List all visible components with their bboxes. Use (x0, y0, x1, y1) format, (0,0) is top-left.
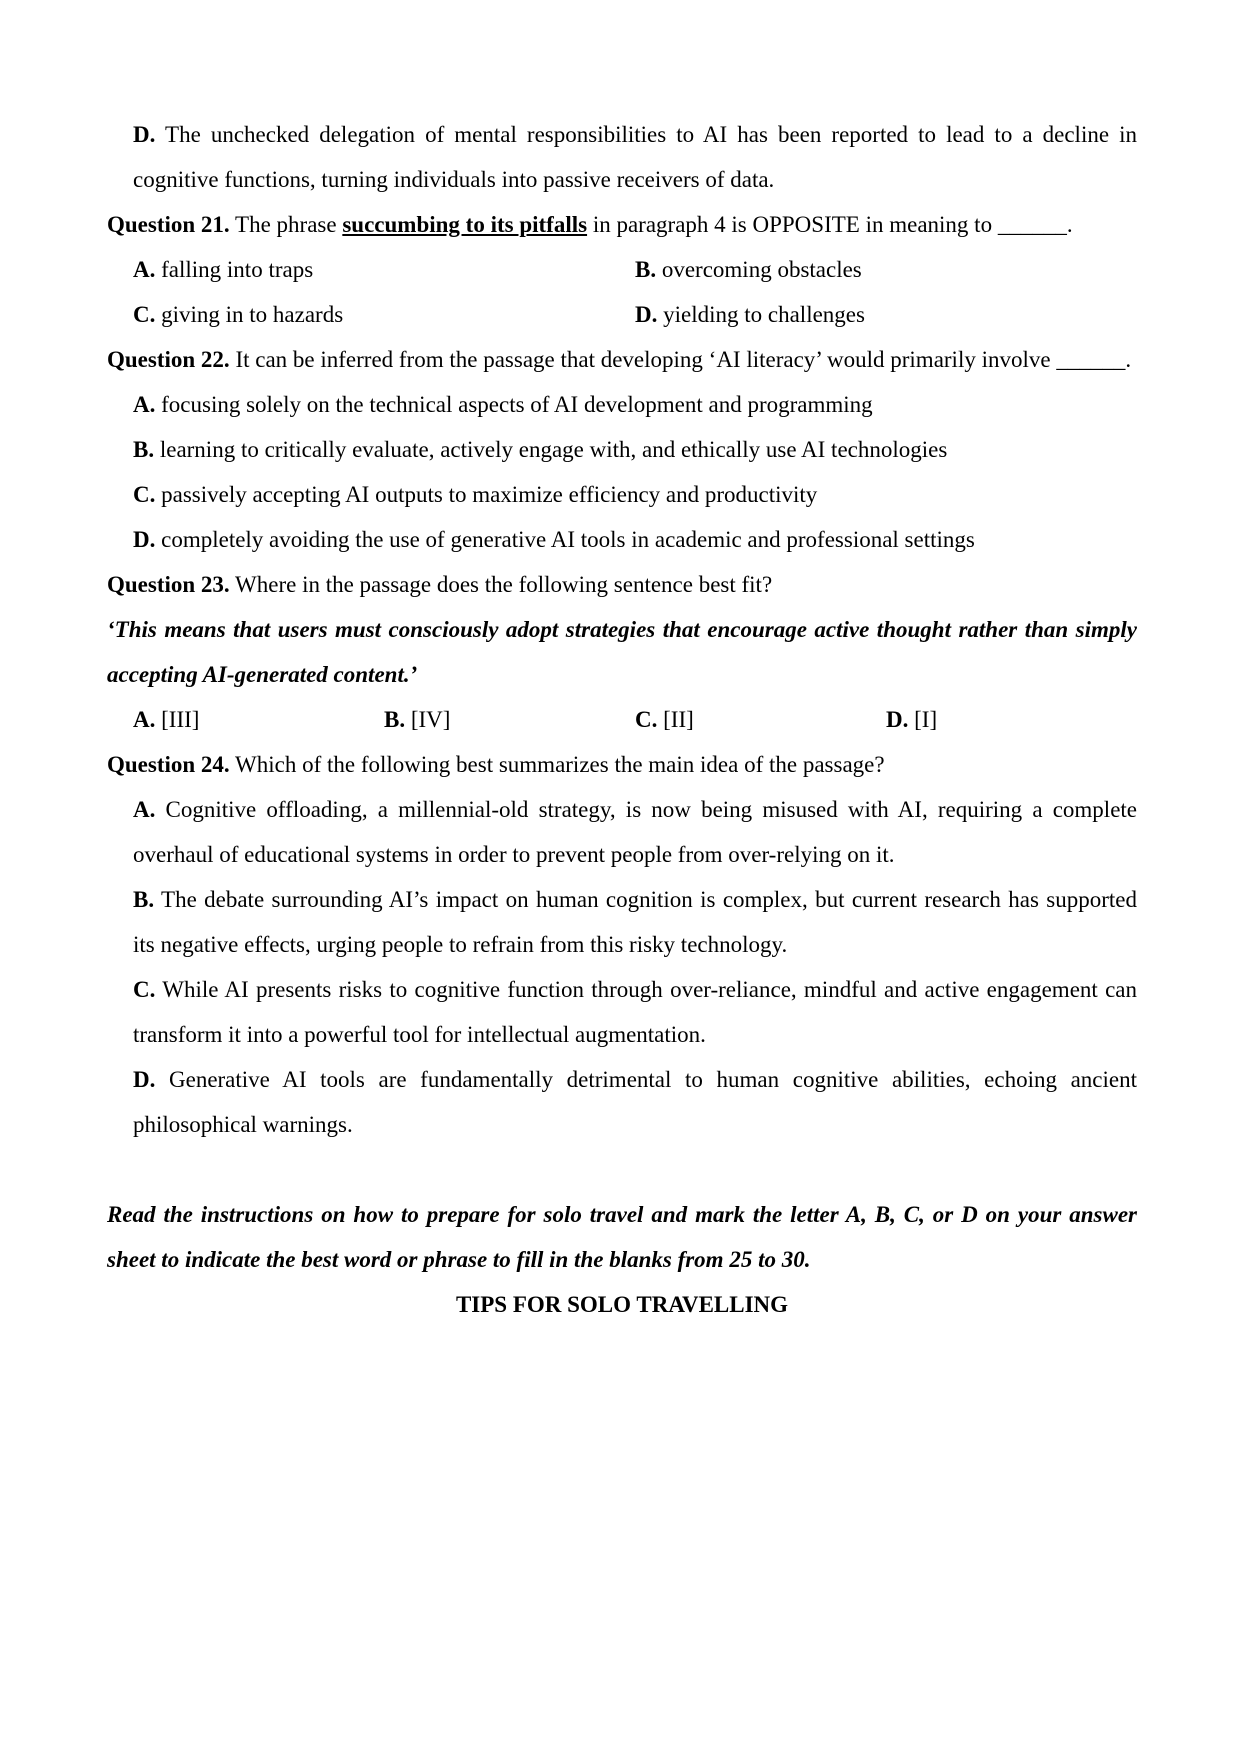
question-22-label: Question 22. (107, 347, 230, 372)
option-text: giving in to hazards (161, 302, 344, 327)
question-21-underlined-phrase: succumbing to its pitfalls (342, 212, 588, 237)
question-24-label: Question 24. (107, 752, 230, 777)
question-24-option-a (133, 787, 1137, 877)
question-21-text-after: in paragraph 4 is OPPOSITE in meaning to ______. (592, 212, 1073, 237)
option-text: The debate surrounding AI’s impact on human cognition is complex, but current research has supported its negative effects, urging people to refrain from this risky technology. (133, 887, 1137, 957)
question-21-label: Question 21. (107, 212, 230, 237)
question-21-text-before: The phrase (235, 212, 337, 237)
option-text: learning to critically evaluate, actively engage with, and ethically use AI technologies (159, 437, 948, 462)
question-22-option-a (133, 382, 1137, 427)
option-text: Cognitive offloading, a millennial-old strategy, is now being misused with AI, requiring a complete overhaul of educational systems in order to prevent people from over-relying on it. (133, 797, 1137, 867)
question-24-option-c (133, 967, 1137, 1057)
option-letter: C. (133, 977, 156, 1002)
question-22-option-c (133, 472, 1137, 517)
option-letter: D. (133, 527, 156, 552)
question-21-stem (107, 202, 1137, 247)
question-22-text: It can be inferred from the passage that developing ‘AI literacy’ would primarily involve ______. (235, 347, 1132, 372)
option-text: [IV] (410, 707, 451, 732)
option-text: passively accepting AI outputs to maximize efficiency and productivity (161, 482, 818, 507)
question-23-options-row (107, 697, 1137, 742)
option-text: Generative AI tools are fundamentally detrimental to human cognitive abilities, echoing ancient philosophical warnings. (133, 1067, 1137, 1137)
question-22-option-d (133, 517, 1137, 562)
question-23-option-a (133, 697, 384, 742)
option-letter: C. (133, 302, 156, 327)
option-letter: B. (133, 437, 155, 462)
question-23-text: Where in the passage does the following sentence best fit? (235, 572, 773, 597)
question-23-option-b (384, 697, 635, 742)
question-23-option-d (886, 697, 1137, 742)
option-letter: D. (133, 1067, 156, 1092)
question-21-option-a (133, 247, 635, 292)
option-letter: C. (635, 707, 658, 732)
prev-question-option-d (133, 112, 1137, 202)
question-21-options-row-2 (107, 292, 1137, 337)
option-text: focusing solely on the technical aspects of AI development and programming (161, 392, 873, 417)
option-text: yielding to challenges (663, 302, 865, 327)
question-21-option-d (635, 292, 1137, 337)
section-instruction: Read the instructions on how to prepare for solo travel and mark the letter A, B, C, or D on your answer sheet to indicate the best word or phrase to fill in the blanks from 25 to 30. (107, 1202, 1137, 1272)
option-text: While AI presents risks to cognitive function through over-reliance, mindful and active engagement can transform it into a powerful tool for intellectual augmentation. (133, 977, 1137, 1047)
option-text: falling into traps (161, 257, 314, 282)
option-text: overcoming obstacles (661, 257, 862, 282)
question-21-options-row-1 (107, 247, 1137, 292)
section-heading: TIPS FOR SOLO TRAVELLING (455, 1292, 789, 1317)
question-23-insert-sentence: ‘This means that users must consciously adopt strategies that encourage active thought rather than simply accepting AI-generated content.’ (107, 617, 1137, 687)
question-24-option-b (133, 877, 1137, 967)
option-letter: B. (384, 707, 406, 732)
question-23-stem (107, 562, 1137, 607)
option-letter: A. (133, 797, 156, 822)
question-23-label: Question 23. (107, 572, 230, 597)
question-23-option-c (635, 697, 886, 742)
option-text: [I] (914, 707, 938, 732)
question-22-stem (107, 337, 1137, 382)
question-21-option-c (133, 292, 635, 337)
question-24-text: Which of the following best summarizes the main idea of the passage? (235, 752, 885, 777)
option-text: completely avoiding the use of generative AI tools in academic and professional settings (161, 527, 975, 552)
option-letter: B. (133, 887, 155, 912)
question-21-option-b (635, 247, 1137, 292)
option-letter: C. (133, 482, 156, 507)
option-letter: A. (133, 257, 156, 282)
option-text: [III] (161, 707, 200, 732)
option-letter: D. (635, 302, 658, 327)
option-text: The unchecked delegation of mental responsibilities to AI has been reported to lead to a decline in cognitive functions, turning individuals into passive receivers of data. (133, 122, 1137, 192)
question-22-option-b (133, 427, 1137, 472)
question-24-stem (107, 742, 1137, 787)
option-text: [II] (663, 707, 694, 732)
option-letter: D. (133, 122, 156, 147)
option-letter: A. (133, 707, 156, 732)
option-letter: D. (886, 707, 909, 732)
option-letter: A. (133, 392, 156, 417)
question-24-option-d (133, 1057, 1137, 1147)
blank-line-spacer (107, 1147, 1137, 1192)
option-letter: B. (635, 257, 657, 282)
